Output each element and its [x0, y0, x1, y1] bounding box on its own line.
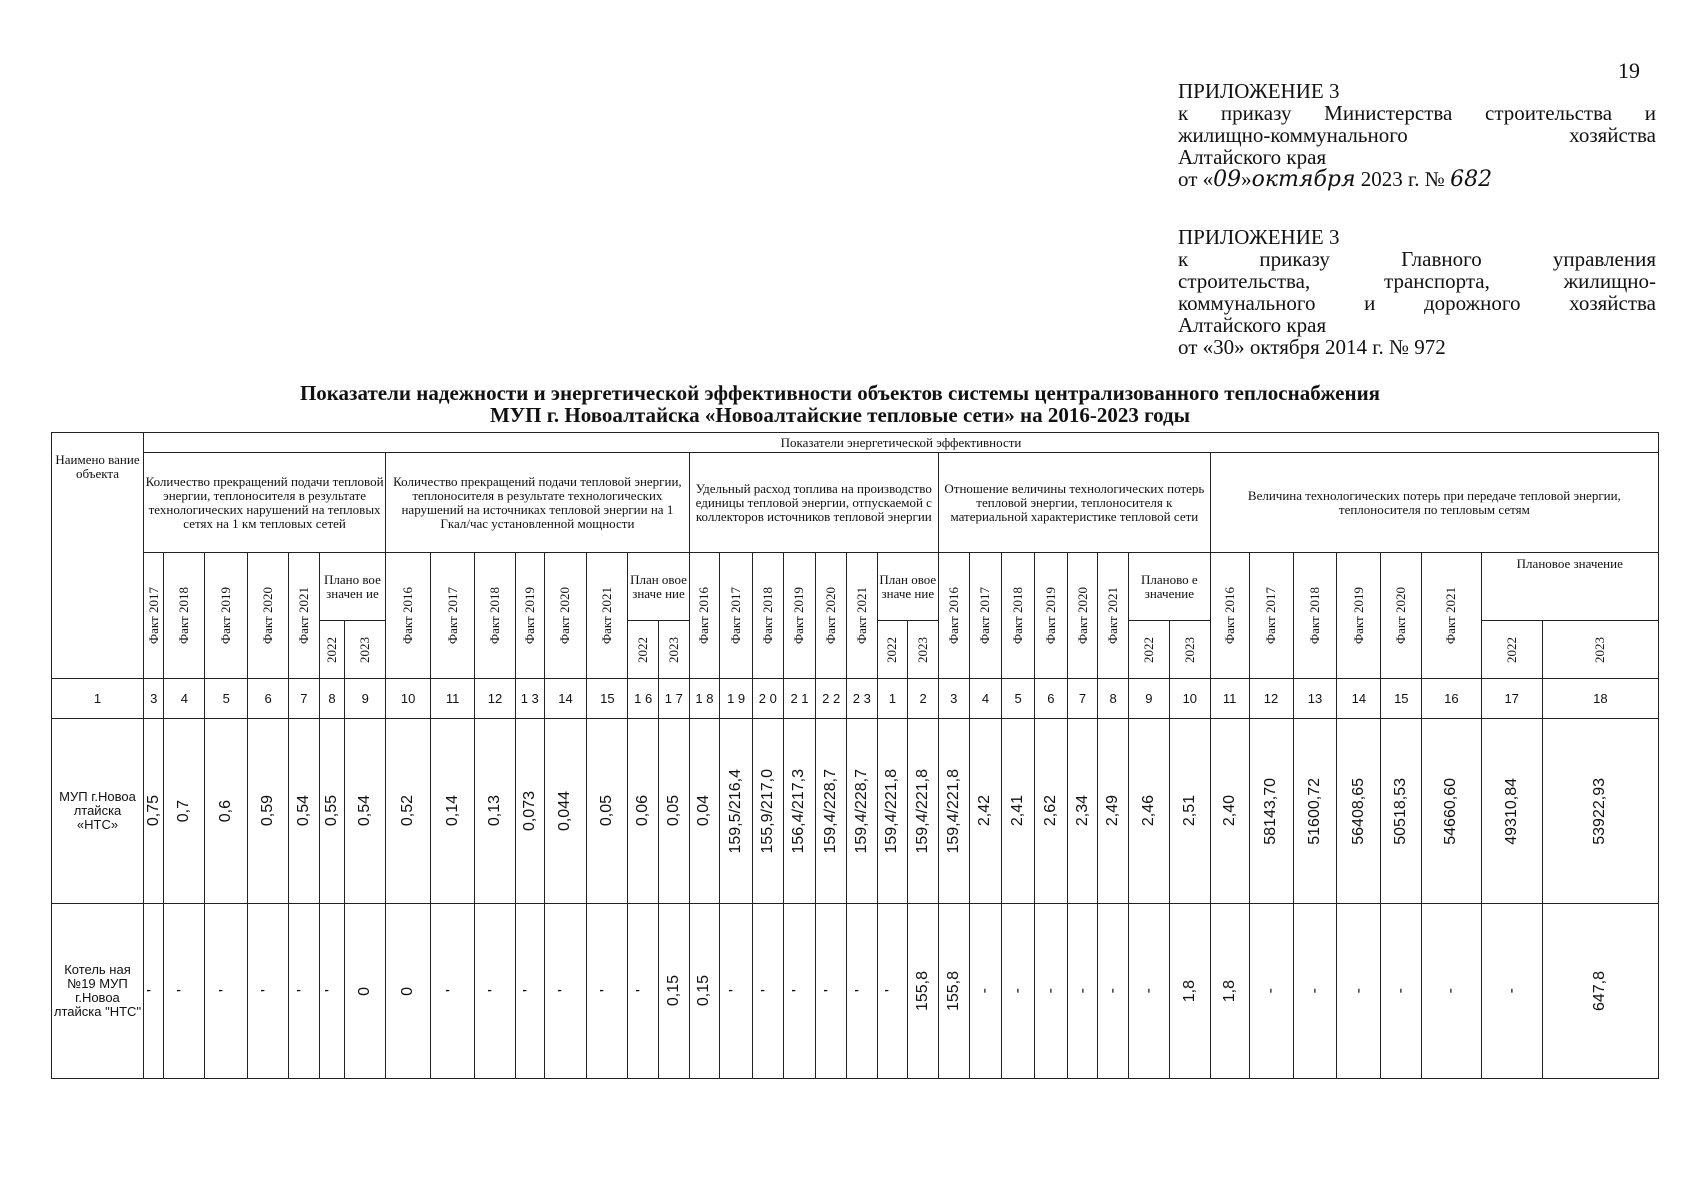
table-cell [938, 904, 969, 1079]
table-cell [720, 719, 753, 904]
column-number: 14 [1337, 679, 1381, 719]
cell-value: 156,4/217,3 [790, 768, 808, 854]
column-number: 1 7 [658, 679, 689, 719]
group4-header: Отношение величины технологических потерь тепловой энергии, теплоносителя к материальной характеристике тепловой сети [938, 453, 1210, 553]
g5-fact-2017: Факт 2017 [1249, 553, 1293, 679]
g2-fact-2018: Факт 2018 [475, 553, 516, 679]
table-cell [319, 719, 345, 904]
cell-value: 0,7 [175, 799, 193, 823]
cell-value: 0,75 [144, 795, 162, 827]
cell-value: 0,14 [443, 795, 461, 827]
g1-fact-2019: Факт 2019 [205, 553, 248, 679]
cell-value: ' [790, 989, 808, 993]
table-cell [1381, 719, 1422, 904]
cell-value: 0,04 [695, 795, 713, 827]
cell-value: ' [822, 989, 840, 993]
table-cell [1481, 719, 1542, 904]
table-cell [689, 904, 720, 1079]
g3-fact-2020: Факт 2020 [816, 553, 847, 679]
table-cell [938, 719, 969, 904]
column-number: 8 [319, 679, 345, 719]
appendix-new-line3: Алтайского края [1178, 145, 1327, 169]
g1-plan-header: Плано вое значен ие [319, 553, 385, 621]
energy-efficiency-header: Показатели энергетической эффективности [143, 433, 1658, 453]
appendix-new-date [1178, 168, 1656, 191]
cell-value: - [1009, 988, 1027, 994]
appendix-old-line2: строительства, транспорта, жилищно- [1178, 269, 1656, 293]
cell-value: 2,46 [1139, 795, 1157, 827]
table-cell [969, 904, 1002, 1079]
column-number: 1 [877, 679, 908, 719]
g3-plan-header: План овое значе ние [877, 553, 938, 621]
cell-value: 0,6 [217, 799, 235, 823]
table-cell [1542, 719, 1658, 904]
cell-value: 159,5/216,4 [727, 768, 745, 854]
table-cell [1381, 904, 1422, 1079]
table-cell [289, 719, 320, 904]
column-number: 7 [289, 679, 320, 719]
cell-value: 0,05 [664, 795, 682, 827]
table-cell [1249, 719, 1293, 904]
title-line1: Показатели надежности и энергетической эффективности объектов системы централизованного теплоснабжения [299, 381, 1381, 405]
table-cell [877, 904, 908, 1079]
g2-fact-2020: Факт 2020 [544, 553, 587, 679]
g5-plan-header: Плановое значение [1481, 553, 1658, 621]
table-cell [1422, 719, 1481, 904]
g3-fact-2021: Факт 2021 [846, 553, 877, 679]
table-cell [431, 904, 475, 1079]
table-cell [752, 719, 783, 904]
table-cell [1034, 719, 1067, 904]
table-cell [908, 719, 939, 904]
table-cell [877, 719, 908, 904]
date-mid: » [1241, 167, 1252, 191]
cell-value: 54660,60 [1442, 777, 1460, 845]
table-cell [544, 719, 587, 904]
column-number: 4 [969, 679, 1002, 719]
column-number: 1 [52, 679, 144, 719]
cell-value: 155,8 [914, 970, 932, 1012]
table-cell [164, 904, 205, 1079]
cell-value: ' [443, 989, 461, 993]
table-cell [628, 904, 659, 1079]
table-cell [1210, 904, 1249, 1079]
column-number: 15 [1381, 679, 1422, 719]
handwritten-order-number: 682 [1450, 167, 1493, 192]
cell-value: 2,49 [1104, 795, 1122, 827]
column-number: 9 [1128, 679, 1169, 719]
column-number: 2 3 [846, 679, 877, 719]
date-suffix: 2023 г. № [1360, 167, 1445, 191]
column-number: 10 [1169, 679, 1210, 719]
table-cell [689, 719, 720, 904]
cell-value: - [1041, 988, 1059, 994]
group1-header: Количество прекращений подачи тепловой энергии, теплоносителя в результате технологических нарушений на тепловых сетях на 1 км тепловых сетей [143, 453, 385, 553]
table-cell [205, 904, 248, 1079]
handwritten-day: 09 [1213, 167, 1242, 192]
table-cell [1098, 719, 1129, 904]
cell-value: 155,8 [944, 970, 962, 1012]
cell-value: ' [634, 989, 652, 993]
column-number: 6 [1034, 679, 1067, 719]
cell-value: - [1392, 988, 1410, 994]
table-cell [1169, 904, 1210, 1079]
column-number: 11 [1210, 679, 1249, 719]
appendix-old-line1: к приказу Главного управления [1178, 247, 1656, 271]
column-number: 18 [1542, 679, 1658, 719]
column-number: 11 [431, 679, 475, 719]
table-cell [969, 719, 1002, 904]
cell-value: 58143,70 [1262, 777, 1280, 845]
cell-value: 647,8 [1591, 970, 1609, 1012]
indicators-table [51, 432, 1659, 1079]
g4-fact-2016: Факт 2016 [938, 553, 969, 679]
cell-value: - [1139, 988, 1157, 994]
group5-header: Величина технологических потерь при передаче тепловой энергии, теплоносителя по тепловым сетям [1210, 453, 1658, 553]
table-cell [1249, 904, 1293, 1079]
cell-value: - [976, 988, 994, 994]
group2-header: Количество прекращений подачи тепловой энергии, теплоносителя в результате технологических нарушений на источниках тепловой энергии на 1 Гкал/час установленной мощности [386, 453, 689, 553]
cell-value: ' [259, 989, 277, 993]
table-cell [143, 719, 163, 904]
g4-plan-2022: 2022 [1128, 621, 1169, 679]
cell-value: ' [758, 989, 776, 993]
table-cell [720, 904, 753, 1079]
appendix-old-line3: коммунального и дорожного хозяйства [1178, 291, 1656, 315]
table-cell [515, 719, 544, 904]
g4-fact-2020: Факт 2020 [1067, 553, 1098, 679]
cell-value: - [1442, 988, 1460, 994]
handwritten-month: октября [1251, 167, 1356, 192]
table-cell [1337, 904, 1381, 1079]
cell-value: ' [520, 989, 538, 993]
cell-value: 49310,84 [1502, 777, 1520, 845]
column-number: 10 [386, 679, 431, 719]
table-cell [628, 719, 659, 904]
cell-value: 159,4/221,8 [944, 768, 962, 854]
g1-plan-2023: 2023 [345, 621, 386, 679]
g2-fact-2017: Факт 2017 [431, 553, 475, 679]
column-number: 4 [164, 679, 205, 719]
table-cell [1210, 719, 1249, 904]
table-cell [1128, 719, 1169, 904]
cell-value: 0,06 [634, 795, 652, 827]
group3-header: Удельный расход топлива на производство единицы тепловой энергии, отпускаемой с коллекторов источников тепловой энергии [689, 453, 938, 553]
table-cell [587, 904, 628, 1079]
table-cell [1169, 719, 1210, 904]
column-number-row [52, 679, 1659, 719]
g5-fact-2019: Факт 2019 [1337, 553, 1381, 679]
cell-value: 0,13 [485, 795, 503, 827]
g4-fact-2018: Факт 2018 [1002, 553, 1035, 679]
column-number: 14 [544, 679, 587, 719]
cell-value: ' [485, 989, 503, 993]
table-cell [345, 719, 386, 904]
table-cell [658, 904, 689, 1079]
cell-value: - [1502, 988, 1520, 994]
table-cell [1481, 904, 1542, 1079]
table-cell [319, 904, 345, 1079]
table-cell [1422, 904, 1481, 1079]
g1-fact-2017: Факт 2017 [143, 553, 163, 679]
table-cell [475, 904, 516, 1079]
column-number: 2 2 [816, 679, 847, 719]
appendix-new-line1: к приказу Министерства строительства и [1178, 101, 1656, 125]
cell-value: ' [294, 989, 312, 993]
table-cell [752, 904, 783, 1079]
column-number: 13 [1293, 679, 1337, 719]
g3-fact-2019: Факт 2019 [783, 553, 816, 679]
appendix-new-title: ПРИЛОЖЕНИЕ 3 [1178, 79, 1340, 103]
cell-value: ' [144, 989, 162, 993]
g5-plan-2022: 2022 [1481, 621, 1542, 679]
cell-value: 2,42 [976, 795, 994, 827]
g3-plan-2022: 2022 [877, 621, 908, 679]
cell-value: ' [883, 989, 901, 993]
cell-value: ' [852, 989, 870, 993]
g5-fact-2016: Факт 2016 [1210, 553, 1249, 679]
cell-value: 53922,93 [1591, 777, 1609, 845]
cell-value: 0,15 [664, 975, 682, 1007]
column-number: 3 [143, 679, 163, 719]
column-number: 1 8 [689, 679, 720, 719]
table-cell [1034, 904, 1067, 1079]
appendix-new [1178, 80, 1656, 191]
appendix-old-line4: Алтайского края [1178, 313, 1327, 337]
cell-value: - [1305, 988, 1323, 994]
cell-value: - [1349, 988, 1367, 994]
table-cell [658, 719, 689, 904]
g1-fact-2018: Факт 2018 [164, 553, 205, 679]
cell-value: ' [556, 989, 574, 993]
column-number: 12 [1249, 679, 1293, 719]
cell-value: 1,8 [1220, 979, 1238, 1003]
table-cell [431, 719, 475, 904]
appendix-old [1178, 226, 1656, 358]
cell-value: 0,044 [556, 790, 574, 832]
cell-value: - [1262, 988, 1280, 994]
table-cell [475, 719, 516, 904]
g5-fact-2018: Факт 2018 [1293, 553, 1337, 679]
cell-value: 0,55 [323, 795, 340, 827]
table-cell [1337, 719, 1381, 904]
cell-value: ' [598, 989, 616, 993]
cell-value: 0,073 [520, 790, 538, 832]
g1-fact-2021: Факт 2021 [289, 553, 320, 679]
table-cell [164, 719, 205, 904]
column-number: 1 9 [720, 679, 753, 719]
cell-value: 0,15 [695, 975, 713, 1007]
cell-value: 2,34 [1073, 795, 1091, 827]
column-number: 15 [587, 679, 628, 719]
table-cell [1128, 904, 1169, 1079]
table-cell [783, 719, 816, 904]
g3-fact-2018: Факт 2018 [752, 553, 783, 679]
cell-value: 2,40 [1220, 795, 1238, 827]
cell-value: 0,54 [294, 795, 312, 827]
cell-value: - [1073, 988, 1091, 994]
column-number: 16 [1422, 679, 1481, 719]
table-cell [205, 719, 248, 904]
cell-value: 155,9/217,0 [758, 768, 776, 854]
table-row [52, 904, 1659, 1079]
column-number: 12 [475, 679, 516, 719]
g2-fact-2019: Факт 2019 [515, 553, 544, 679]
cell-value: ' [175, 989, 193, 993]
g4-fact-2021: Факт 2021 [1098, 553, 1129, 679]
g2-plan-header: План овое значе ние [628, 553, 689, 621]
cell-value: - [1104, 988, 1122, 994]
title-line2: МУП г. Новоалтайска «Новоалтайские тепловые сети» на 2016-2023 годы [489, 403, 1191, 427]
g1-plan-2022: 2022 [319, 621, 345, 679]
cell-value: ' [323, 989, 340, 993]
column-number: 2 [908, 679, 939, 719]
cell-value: 2,51 [1180, 795, 1198, 827]
cell-value: 2,62 [1041, 795, 1059, 827]
object-name: Котель ная №19 МУП г.Новоа лтайска "НТС" [52, 904, 144, 1079]
g2-plan-2022: 2022 [628, 621, 659, 679]
g3-plan-2023: 2023 [908, 621, 939, 679]
table-cell [1002, 904, 1035, 1079]
column-number: 1 3 [515, 679, 544, 719]
object-name: МУП г.Новоа лтайска «НТС» [52, 719, 144, 904]
g4-fact-2019: Факт 2019 [1034, 553, 1067, 679]
cell-value: 0,52 [399, 795, 417, 827]
column-number: 7 [1067, 679, 1098, 719]
column-number: 3 [938, 679, 969, 719]
cell-value: ' [217, 989, 235, 993]
table-cell [143, 904, 163, 1079]
column-number: 2 0 [752, 679, 783, 719]
table-cell [386, 904, 431, 1079]
table-cell [587, 719, 628, 904]
date-prefix: от « [1178, 167, 1214, 191]
cell-value: 0 [399, 986, 417, 996]
table-cell [515, 904, 544, 1079]
table-cell [783, 904, 816, 1079]
column-number: 8 [1098, 679, 1129, 719]
page-number: 19 [1618, 58, 1640, 83]
table-cell [386, 719, 431, 904]
table-cell [289, 904, 320, 1079]
g2-fact-2016: Факт 2016 [386, 553, 431, 679]
document-title [140, 382, 1540, 426]
column-number: 9 [345, 679, 386, 719]
table-cell [1293, 719, 1337, 904]
table-cell [248, 904, 289, 1079]
column-number: 2 1 [783, 679, 816, 719]
table-cell [1293, 904, 1337, 1079]
cell-value: 159,4/228,7 [852, 768, 870, 854]
g5-fact-2021: Факт 2021 [1422, 553, 1481, 679]
table-cell [1002, 719, 1035, 904]
table-cell [816, 904, 847, 1079]
cell-value: 159,4/221,8 [914, 768, 932, 854]
g2-plan-2023: 2023 [658, 621, 689, 679]
g1-fact-2020: Факт 2020 [248, 553, 289, 679]
cell-value: 51600,72 [1305, 777, 1323, 845]
g5-plan-2023: 2023 [1542, 621, 1658, 679]
appendix-old-line5: от «30» октября 2014 г. № 972 [1178, 335, 1446, 359]
cell-value: 1,8 [1180, 979, 1198, 1003]
cell-value: 50518,53 [1392, 777, 1410, 845]
g4-plan-2023: 2023 [1169, 621, 1210, 679]
cell-value: 2,41 [1009, 795, 1027, 827]
cell-value: ' [727, 989, 745, 993]
cell-value: 0,05 [598, 795, 616, 827]
g5-fact-2020: Факт 2020 [1381, 553, 1422, 679]
table-cell [908, 904, 939, 1079]
appendix-old-title: ПРИЛОЖЕНИЕ 3 [1178, 225, 1340, 249]
g2-fact-2021: Факт 2021 [587, 553, 628, 679]
table-cell [846, 904, 877, 1079]
g4-plan-header: Планово е значение [1128, 553, 1210, 621]
column-number: 6 [248, 679, 289, 719]
column-number: 1 6 [628, 679, 659, 719]
column-number: 17 [1481, 679, 1542, 719]
cell-value: 159,4/221,8 [883, 768, 901, 854]
cell-value: 159,4/228,7 [822, 768, 840, 854]
table-cell [1542, 904, 1658, 1079]
table-cell [816, 719, 847, 904]
table-cell [345, 904, 386, 1079]
cell-value: 0,54 [356, 795, 374, 827]
table-cell [544, 904, 587, 1079]
cell-value: 56408,65 [1349, 777, 1367, 845]
cell-value: 0,59 [259, 795, 277, 827]
table-row [52, 719, 1659, 904]
table-cell [846, 719, 877, 904]
g3-fact-2016: Факт 2016 [689, 553, 720, 679]
table-cell [1067, 904, 1098, 1079]
object-name-header: Наимено вание объекта [52, 433, 144, 679]
table-cell [248, 719, 289, 904]
appendix-new-line2: жилищно-коммунального хозяйства [1178, 123, 1656, 147]
column-number: 5 [205, 679, 248, 719]
cell-value: 0 [356, 986, 374, 996]
g3-fact-2017: Факт 2017 [720, 553, 753, 679]
column-number: 5 [1002, 679, 1035, 719]
table-cell [1067, 719, 1098, 904]
g4-fact-2017: Факт 2017 [969, 553, 1002, 679]
table-cell [1098, 904, 1129, 1079]
